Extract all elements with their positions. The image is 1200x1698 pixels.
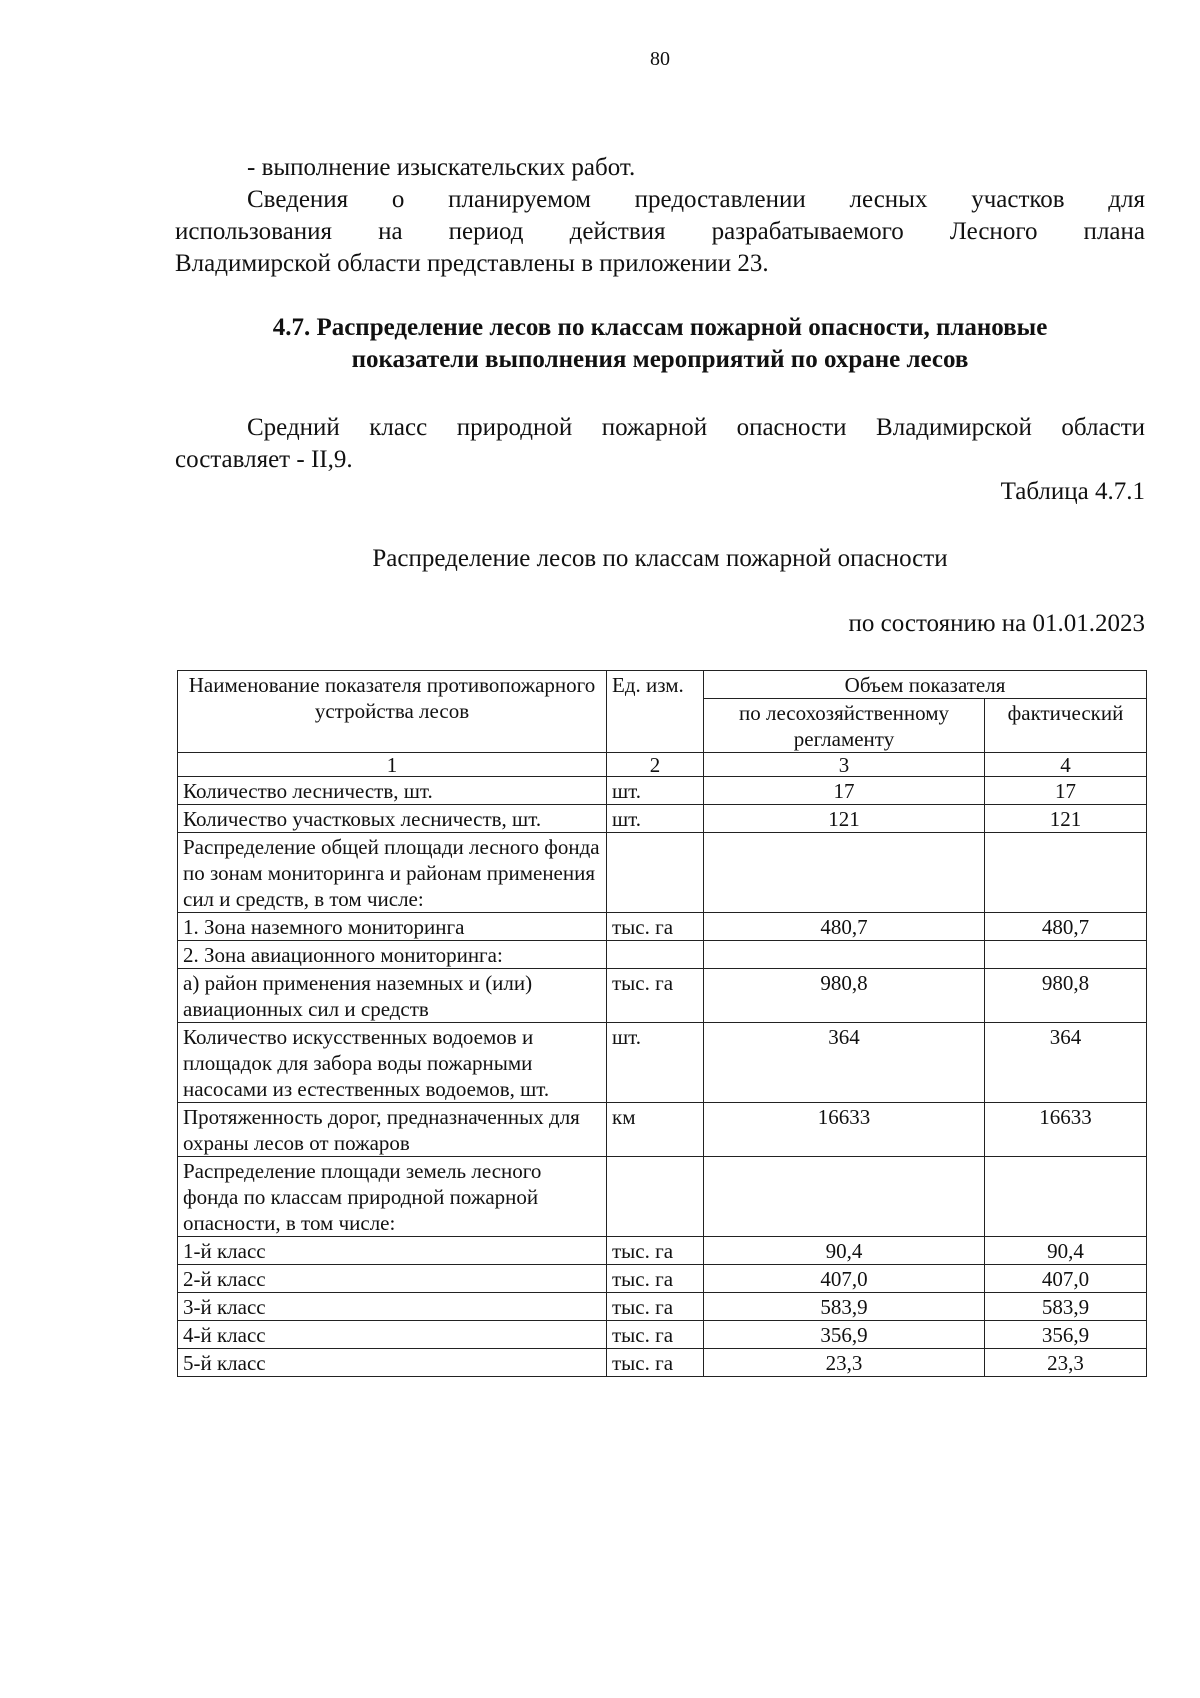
header-actual: фактический xyxy=(985,699,1147,753)
row-name: а) район применения наземных и (или) авиационных сил и средств xyxy=(178,969,607,1023)
intro-list-item: - выполнение изыскательских работ. xyxy=(247,154,636,181)
section-paragraph-line: составляет - II,9. xyxy=(175,446,353,473)
row-name: 1-й класс xyxy=(178,1237,607,1265)
row-name: Распределение площади земель лесного фонда по классам природной пожарной опасности, в том числе: xyxy=(178,1157,607,1237)
header-volume: Объем показателя xyxy=(704,671,1147,699)
row-actual-value: 23,3 xyxy=(985,1349,1147,1377)
row-regulation-value: 356,9 xyxy=(704,1321,985,1349)
row-actual-value: 480,7 xyxy=(985,913,1147,941)
row-unit: шт. xyxy=(607,805,704,833)
intro-paragraph-line: Владимирской области представлены в приложении 23. xyxy=(175,250,769,277)
row-actual-value: 121 xyxy=(985,805,1147,833)
row-regulation-value: 23,3 xyxy=(704,1349,985,1377)
row-actual-value: 17 xyxy=(985,777,1147,805)
row-regulation-value xyxy=(704,941,985,969)
table-row xyxy=(178,1023,1147,1103)
section-paragraph xyxy=(175,412,1145,476)
intro-paragraph-line: использования на период действия разрабатываемого Лесного плана xyxy=(175,218,1145,245)
section-heading xyxy=(175,312,1145,376)
row-unit: км xyxy=(607,1103,704,1157)
table-row xyxy=(178,913,1147,941)
row-unit xyxy=(607,941,704,969)
row-unit: шт. xyxy=(607,777,704,805)
row-actual-value: 356,9 xyxy=(985,1321,1147,1349)
table-row xyxy=(178,1265,1147,1293)
row-unit: тыс. га xyxy=(607,1321,704,1349)
header-indicator-name: Наименование показателя противопожарного устройства лесов xyxy=(178,671,607,753)
row-unit: тыс. га xyxy=(607,1237,704,1265)
row-unit xyxy=(607,833,704,913)
row-unit: тыс. га xyxy=(607,1265,704,1293)
table-number: Таблица 4.7.1 xyxy=(1000,478,1145,505)
table-row xyxy=(178,1321,1147,1349)
column-number-row xyxy=(178,753,1147,777)
row-regulation-value: 16633 xyxy=(704,1103,985,1157)
section-paragraph-line: Средний класс природной пожарной опасности Владимирской области xyxy=(247,414,1145,441)
row-unit xyxy=(607,1157,704,1237)
row-actual-value xyxy=(985,833,1147,913)
table-row xyxy=(178,833,1147,913)
row-name: Количество участковых лесничеств, шт. xyxy=(178,805,607,833)
row-regulation-value xyxy=(704,833,985,913)
row-regulation-value: 364 xyxy=(704,1023,985,1103)
column-number: 2 xyxy=(607,753,704,777)
intro-block xyxy=(175,152,1145,280)
row-regulation-value: 121 xyxy=(704,805,985,833)
row-actual-value: 980,8 xyxy=(985,969,1147,1023)
table-row xyxy=(178,941,1147,969)
table-row xyxy=(178,1103,1147,1157)
row-regulation-value: 90,4 xyxy=(704,1237,985,1265)
row-regulation-value: 480,7 xyxy=(704,913,985,941)
row-name: 5-й класс xyxy=(178,1349,607,1377)
row-unit: тыс. га xyxy=(607,969,704,1023)
row-name: Распределение общей площади лесного фонда по зонам мониторинга и районам применения сил и средств, в том числе: xyxy=(178,833,607,913)
table-row xyxy=(178,969,1147,1023)
row-regulation-value: 407,0 xyxy=(704,1265,985,1293)
intro-paragraph-line: Сведения о планируемом предоставлении лесных участков для xyxy=(247,186,1145,213)
row-name: 3-й класс xyxy=(178,1293,607,1321)
row-name: 4-й класс xyxy=(178,1321,607,1349)
column-number: 1 xyxy=(178,753,607,777)
row-actual-value: 364 xyxy=(985,1023,1147,1103)
row-name: Количество искусственных водоемов и площадок для забора воды пожарными насосами из естественных водоемов, шт. xyxy=(178,1023,607,1103)
row-unit: шт. xyxy=(607,1023,704,1103)
row-regulation-value: 980,8 xyxy=(704,969,985,1023)
table-as-of-date: по состоянию на 01.01.2023 xyxy=(848,610,1145,637)
table-row xyxy=(178,1293,1147,1321)
table-row xyxy=(178,1157,1147,1237)
row-actual-value: 90,4 xyxy=(985,1237,1147,1265)
header-unit: Ед. изм. xyxy=(607,671,704,753)
table-title: Распределение лесов по классам пожарной опасности xyxy=(372,545,948,572)
table-row xyxy=(178,805,1147,833)
section-heading-line: показатели выполнения мероприятий по охране лесов xyxy=(351,346,969,373)
table-row xyxy=(178,1349,1147,1377)
column-number: 3 xyxy=(704,753,985,777)
row-name: 1. Зона наземного мониторинга xyxy=(178,913,607,941)
page-number: 80 xyxy=(650,48,670,70)
section-heading-line: 4.7. Распределение лесов по классам пожарной опасности, плановые xyxy=(272,314,1048,341)
row-unit: тыс. га xyxy=(607,1293,704,1321)
header-regulation: по лесохозяйственному регламенту xyxy=(704,699,985,753)
table-body xyxy=(178,777,1147,1377)
table-header-row xyxy=(178,671,1147,699)
row-actual-value: 16633 xyxy=(985,1103,1147,1157)
row-name: 2. Зона авиационного мониторинга: xyxy=(178,941,607,969)
table-row xyxy=(178,1237,1147,1265)
fire-danger-table xyxy=(177,670,1147,1377)
row-name: Протяженность дорог, предназначенных для охраны лесов от пожаров xyxy=(178,1103,607,1157)
row-actual-value xyxy=(985,1157,1147,1237)
row-actual-value xyxy=(985,941,1147,969)
row-name: Количество лесничеств, шт. xyxy=(178,777,607,805)
row-name: 2-й класс xyxy=(178,1265,607,1293)
column-number: 4 xyxy=(985,753,1147,777)
row-actual-value: 407,0 xyxy=(985,1265,1147,1293)
row-unit: тыс. га xyxy=(607,1349,704,1377)
row-regulation-value: 17 xyxy=(704,777,985,805)
row-regulation-value: 583,9 xyxy=(704,1293,985,1321)
row-unit: тыс. га xyxy=(607,913,704,941)
table-row xyxy=(178,777,1147,805)
row-actual-value: 583,9 xyxy=(985,1293,1147,1321)
row-regulation-value xyxy=(704,1157,985,1237)
